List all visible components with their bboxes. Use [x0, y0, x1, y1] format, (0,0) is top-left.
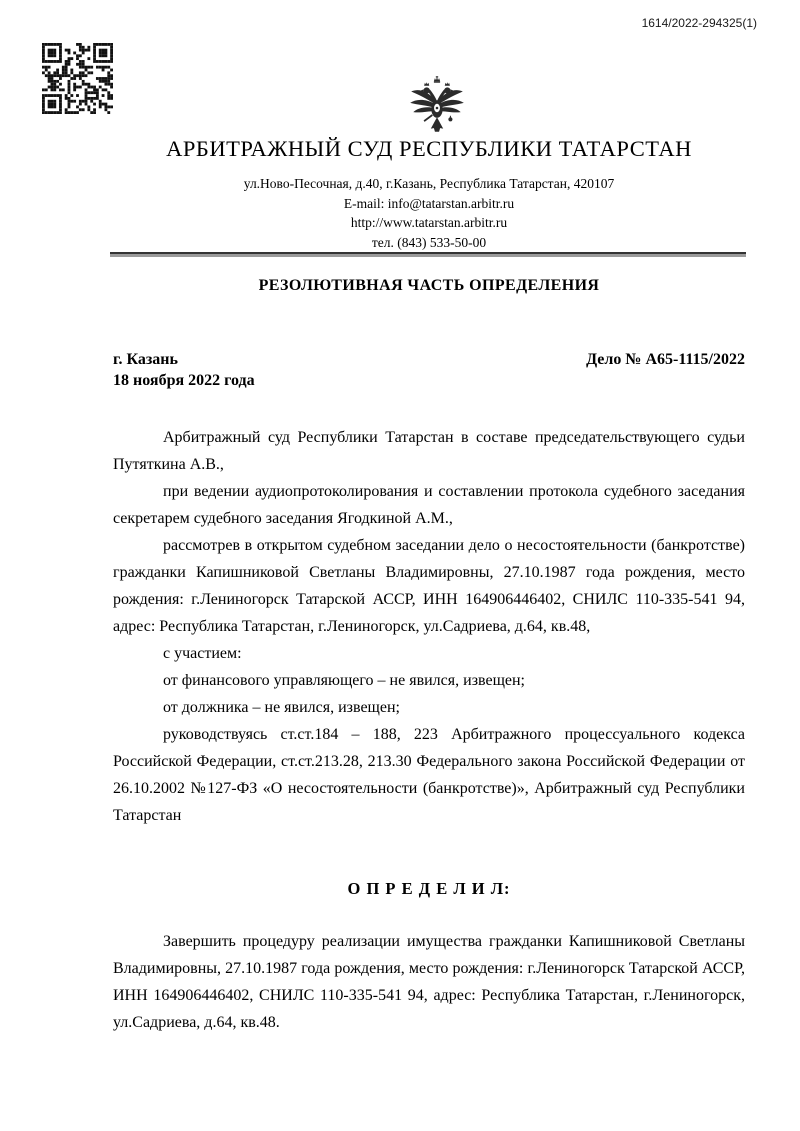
document-reference-number: 1614/2022-294325(1)	[641, 16, 757, 30]
paragraph-participation: с участием:	[163, 645, 242, 662]
court-email: E-mail: info@tatarstan.arbitr.ru	[343, 195, 515, 211]
document-body	[113, 424, 745, 1036]
paragraph-financial-manager: от финансового управляющего – не явился, извещен;	[163, 672, 525, 689]
case-meta-row	[113, 350, 745, 391]
city: г. Казань	[113, 351, 178, 368]
court-website: http://www.tatarstan.arbitr.ru	[350, 215, 508, 231]
ruling-paragraph: Завершить процедуру реализации имущества гражданки Капишниковой Светланы Владимировны, 27.10.1987 года рождения, место рождения: г.Лениногорск Татарской АССР, ИНН 164906446402, СНИЛС 110-335-541 94, адрес: Республика Татарстан, г.Лениногорск, ул.Садриева, д.64, кв.48.	[113, 933, 745, 1031]
place-and-date	[113, 350, 255, 391]
paragraph-recording: при ведении аудиопротоколирования и составлении протокола судебного заседания секретарем судебного заседания Ягодкиной А.М.,	[113, 483, 745, 527]
paragraph-debtor: от должника – не явился, извещен;	[163, 699, 400, 716]
court-contact-block	[113, 174, 745, 252]
paragraph-legal-basis: руководствуясь ст.ст.184 – 188, 223 Арбитражного процессуального кодекса Российской Федерации, ст.ст.213.28, 213.30 Федерального закона Российской Федерации от 26.10.2002 №127-ФЗ «О несостоятельности (банкротстве)», Арбитражный суд Республики Татарстан	[113, 726, 745, 824]
ruling-heading: О П Р Е Д Е Л И Л:	[347, 879, 511, 898]
header-divider	[110, 252, 746, 257]
date: 18 ноября 2022 года	[113, 371, 255, 389]
coat-of-arms-icon	[406, 76, 468, 140]
court-name: АРБИТРАЖНЫЙ СУД РЕСПУБЛИКИ ТАТАРСТАН	[166, 136, 692, 161]
paragraph-court-composition: Арбитражный суд Республики Татарстан в составе председательствующего судьи Путяткина А.В.,	[113, 429, 745, 473]
qr-code-icon	[42, 43, 113, 114]
case-number: Дело № А65-1115/2022	[586, 351, 745, 368]
document-title: РЕЗОЛЮТИВНАЯ ЧАСТЬ ОПРЕДЕЛЕНИЯ	[258, 277, 600, 294]
court-phone: тел. (843) 533-50-00	[371, 234, 487, 250]
court-address-line: ул.Ново-Песочная, д.40, г.Казань, Республика Татарстан, 420107	[243, 176, 615, 191]
paragraph-case-description: рассмотрев в открытом судебном заседании дело о несостоятельности (банкротстве) гражданки Капишниковой Светланы Владимировны, 27.10.1987 года рождения, место рождения: г.Лениногорск Татарской АССР, ИНН 164906446402, СНИЛС 110-335-541 94, адрес: Республика Татарстан, г.Лениногорск, ул.Садриева, д.64, кв.48,	[113, 537, 745, 635]
